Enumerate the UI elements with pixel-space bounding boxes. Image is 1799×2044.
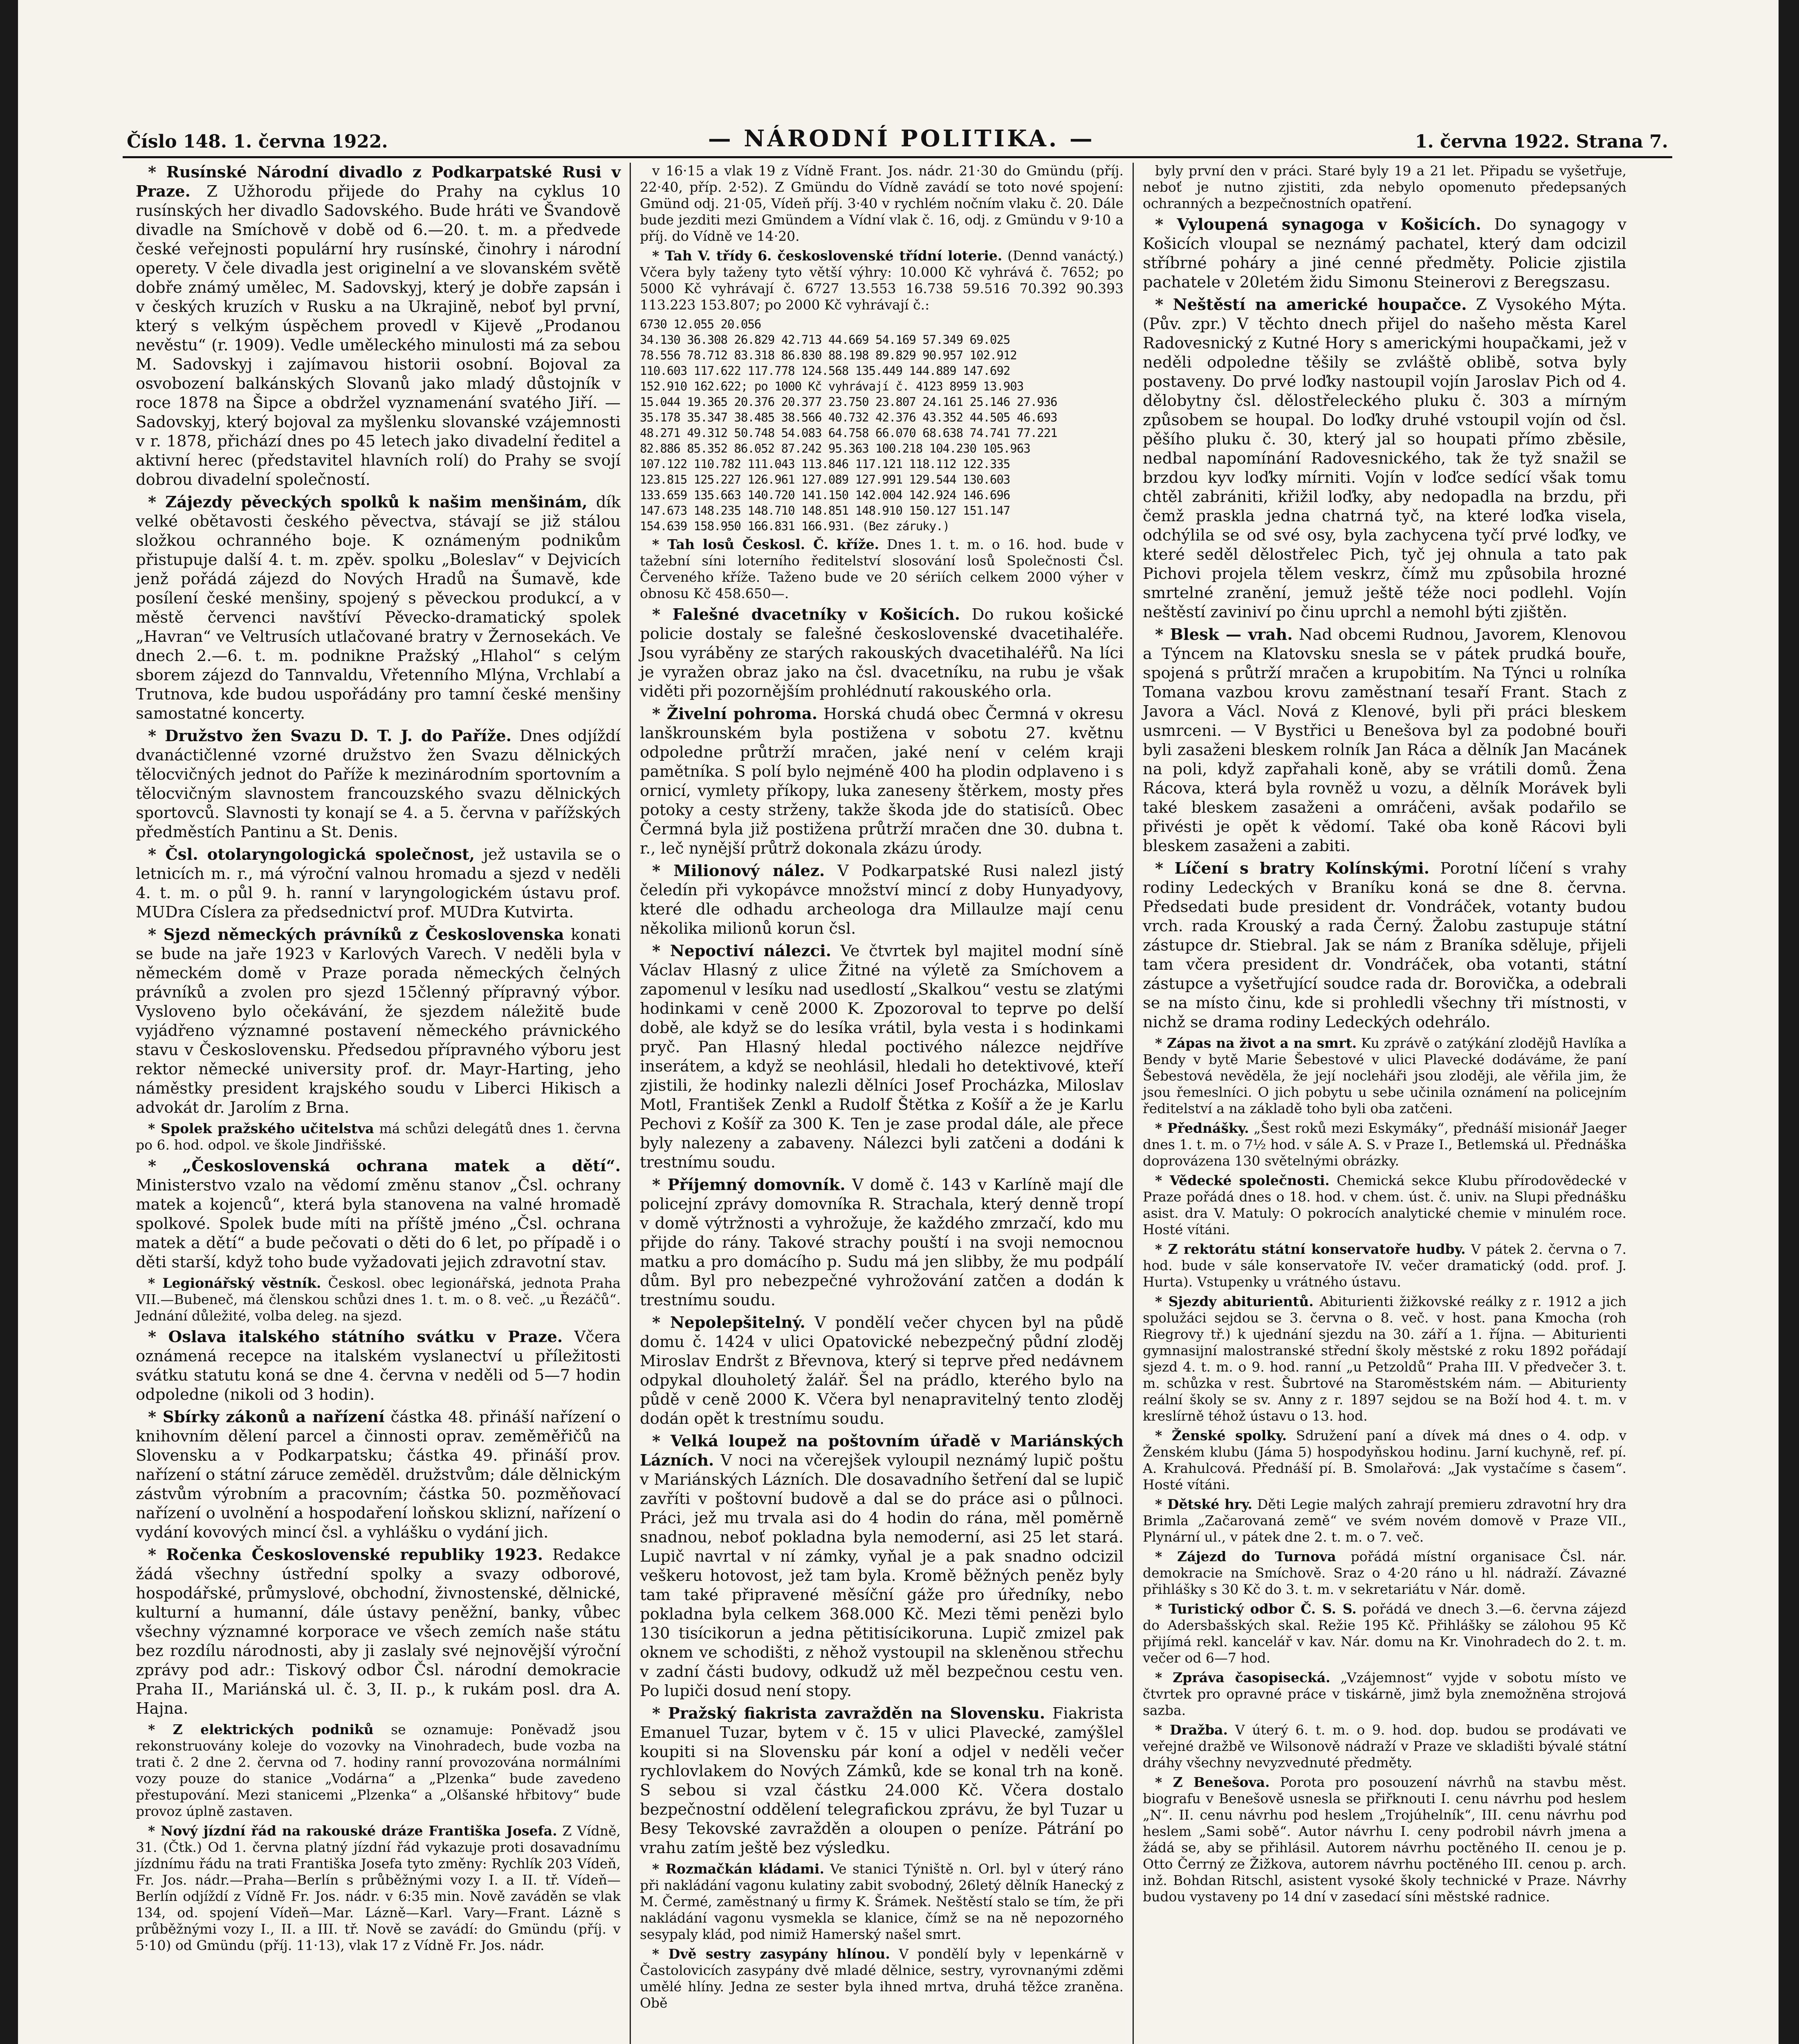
article-body: Českosl. obec legionářská, jednota Praha VII.—Bubeneč, má členskou schůzi dnes 1. t. m. o 8. več. „u Řezáčů“. Jednání důležité, volba deleg. na sjezd. bbox=[136, 1275, 621, 1324]
article bbox=[136, 1156, 621, 1272]
article bbox=[640, 1704, 1124, 1858]
article-body: pořádá ve dnech 3.—6. června zájezd do Adersbašských skal. Režie 195 Kč. Přihlášky se zálohou 95 Kč přijímá rekl. kancelář v kav. Nár. domu na Kr. Vinohradech do 2. t. m. večer od 6—7 hod. bbox=[1143, 1601, 1626, 1666]
article-headline: * Nepoctiví nálezci. bbox=[652, 942, 832, 960]
column-3 bbox=[1133, 163, 1635, 2044]
article-headline: * Dražba. bbox=[1155, 1722, 1228, 1738]
lottery-line: 147.673 148.235 148.710 148.851 148.910 150.127 151.147 bbox=[640, 504, 1010, 518]
article-headline: * Turistický odbor Č. S. S. bbox=[1155, 1601, 1357, 1617]
article-body: Dnes odjíždí dvanáctičlenné vzorné družstvo žen Svazu dělnických tělocvičných jednot do Paříže k mezinárodním sportovním a tělocvičným slavnostem francouzského svazu dělnických sportovců. Slavnosti ty konají se 4. a 5. června v pařížských předměstích Pantinu a St. Denis. bbox=[136, 727, 621, 841]
masthead: — NÁRODNÍ POLITIKA. — bbox=[708, 125, 1095, 152]
article bbox=[640, 1432, 1124, 1701]
article bbox=[640, 1313, 1124, 1428]
article bbox=[640, 1861, 1124, 1943]
article-headline: * Přednášky. bbox=[1155, 1120, 1249, 1136]
lottery-line: 35.178 35.347 38.485 38.566 40.732 42.376 43.352 44.505 46.693 bbox=[640, 410, 1057, 424]
lottery-line: 48.271 49.312 50.748 54.083 64.758 66.070 68.638 74.741 77.221 bbox=[640, 426, 1057, 440]
article-headline: * Zájezdy pěveckých spolků k našim menšinám, bbox=[148, 493, 588, 511]
article-headline: * Blesk — vrah. bbox=[1155, 625, 1293, 644]
article-headline: * Líčení s bratry Kolínskými. bbox=[1155, 859, 1430, 878]
article bbox=[136, 1823, 621, 1954]
article-body: „Šest roků mezi Eskymáky“, přednáší misionář Jaeger dnes 1. t. m. o 7½ hod. v sále A. S. v Praze I., Betlemská ul. Přednáška doprovázena 130 světelnými obrázky. bbox=[1143, 1120, 1626, 1169]
article-body: Abiturienti žižkovské reálky z r. 1912 a jich spolužáci sejdou se 3. června o 8. več. v host. pana Kmocha (roh Riegrovy tř.) k ujednání sjezdu na 30. září a 1. října. — Abiturienti gymnasijní malostranské střední školy městské z roku 1892 pořádají sjezd 4. t. m. o 9. hod. ranní „u Petzoldů“ Praha III. V předvečer 3. t. m. schůzka v rest. Šubrtové na Staroměstském nám. — Abiturienty reální školy se sv. Anny z r. 1897 sejdou se na Boží hod 4. t. m. v kreslírně téhož ústavu o 13. hod. bbox=[1143, 1293, 1626, 1424]
scan-edge-left bbox=[0, 0, 18, 2044]
article bbox=[1143, 1293, 1626, 1424]
article bbox=[640, 605, 1124, 701]
article bbox=[136, 1721, 621, 1820]
article-body: Z Užhorodu přijede do Prahy na cyklus 10 rusínských her divadlo Sadovského. Bude hráti ve Švandově divadle na Smíchově v době od 6.—20. t. m. a předvede české veřejnosti populární hry rusínské, činohry i národní operety. V čele divadla jest originelní a ve slovanském světě dobře známý umělec, M. Sadovskyj, který je dobře zapsán i v českých kruzích v Rusku a na Ukrajině, neboť byl první, který s velkým úspěchem provedl v Kijevě „Prodanou nevěstu“ (r. 1909). Vedle uměleckého minulosti má za sebou M. Sadovskyj i zajímavou historii osobní. Bojoval za osvobození balkánských Slovanů jako mladý důstojník v roce 1878 na Šipce a obdržel vyznamenání svatého Jiří. — Sadovskyj, který bojoval za myšlenku slovanské vzájemnosti v r. 1878, přichází dnes po 45 letech jako divadelní ředitel a aktivní herec (představitel hlavních rolí) do Prahy se svojí dobrou divadelní společností. bbox=[136, 182, 621, 489]
date-and-page: 1. června 1922. Strana 7. bbox=[1415, 131, 1668, 152]
column-1 bbox=[127, 163, 630, 2044]
lottery-line: 78.556 78.712 83.318 86.830 88.198 89.829 90.957 102.912 bbox=[640, 348, 1017, 362]
article-headline: * Nový jízdní řád na rakouské dráze Františka Josefa. bbox=[148, 1823, 557, 1839]
lottery-line: 133.659 135.663 140.720 141.150 142.004 142.924 146.696 bbox=[640, 488, 1010, 502]
article-headline: * Pražský fiakrista zavražděn na Slovensku. bbox=[652, 1704, 1045, 1723]
article bbox=[136, 493, 621, 723]
article-body: Včera oznámená recepce na italském vyslanectví u příležitosti svátku statutu koná se dne 4. června v neděli od 5—7 hodin odpoledne (nikoli od 3 hodin). bbox=[136, 1328, 621, 1404]
article-headline: * Ženské spolky. bbox=[1155, 1428, 1287, 1443]
article bbox=[1143, 1774, 1626, 1905]
article-body: má schůzi delegátů dnes 1. června po 6. hod. odpol. ve škole Jindřišské. bbox=[136, 1121, 621, 1153]
issue-number: Číslo 148. 1. června 1922. bbox=[127, 131, 388, 152]
article bbox=[136, 925, 621, 1117]
article-headline: * Tah losů Českosl. Č. kříže. bbox=[652, 536, 879, 552]
article-body: V Podkarpatské Rusi nalezl jistý čeledín při vykopávce množství mincí z doby Hunyadyovy, které dle odhadu archeologa dra Millaulze mají cenu několika milionů korun čsl. bbox=[640, 862, 1124, 938]
article-headline: * Družstvo žen Svazu D. T. J. do Paříže. bbox=[148, 727, 511, 745]
article-body: Do synagogy v Košicích vloupal se neznámý pachatel, který dam odcizil stříbrné poháry a jiné cenné předměty. Policie zjistila pachatele v 20letém židu Simonu Steinerovi z Beregszasu. bbox=[1143, 215, 1626, 291]
lottery-line: 110.603 117.622 117.778 124.568 135.449 144.889 147.692 bbox=[640, 364, 1010, 378]
article bbox=[1143, 859, 1626, 1032]
article-headline: * Čsl. otolaryngologická společnost, bbox=[148, 845, 475, 864]
article-body: Fiakrista Emanuel Tuzar, bytem v č. 15 v ulici Plavecké, zamýšlel koupiti si na Slovensku pár koní a odjel v neděli večer rychlovlakem do Nových Zámků, kde se konal trh na koně. S sebou si vzal částku 24.000 Kč. Včera dostalo bezpečnostní oddělení telegrafickou zprávu, že byl Tuzar u Besy Tekovské zavražděn a oloupen o peníze. Pátrání po vrahu zatím ještě bez výsledku. bbox=[640, 1704, 1124, 1857]
article-headline: * Zpráva časopisecká. bbox=[1155, 1670, 1330, 1685]
article-headline: * Nepolepšitelný. bbox=[652, 1313, 805, 1332]
lottery-line: 15.044 19.365 20.376 20.377 23.750 23.807 24.161 25.146 27.936 bbox=[640, 395, 1057, 409]
article-body: Z Vysokého Mýta. (Pův. zpr.) V těchto dnech přijel do našeho města Karel Radovesnický z Kutné Hory s americkými houpačkami, jež v neděli odpoledne těšily se zvláště oblibě, sotva byly postaveny. Do prvé loďky nastoupil vojín Jaroslav Pich od 4. dělobytny čsl. dělostřeleckého pluku č. 303 a mírným způsobem se houpal. Do loďky druhé vstoupil vojín od čsl. pěšího pluku č. 30, který jal so houpati přímo zběsile, nedbal napomínání Radovesnického, tak že tyž snažil se brzdou kyv loďky mírniti. Vojín v loďce sedící však tomu chtěl zabrániti, křižil loďky, aby nedopadla na brzdu, při čemž praskla jedna chatrná tyč, na které loďka visela, odchýlila se od své osy, byla zachycena tyčí prvé loďky, ve které seděl dělostřelec Pich, tyč jej ohnula a tato pak Pichovi projela tělem veskrz, čímž mu způsobila hrozné smrtelné zranění, jemuž ještě téže noci podlehl. Vojín neštěstí zaviniví po činu uprchl a nemohl býti zjištěn. bbox=[1143, 296, 1627, 621]
article-body: Porota pro posouzení návrhů na stavbu měst. biografu v Benešově usnesla se přiřknouti I. cenu návrhu pod heslem „N“. II. cenu návrhu pod heslem „Trojúhelník“, III. cenu návrhu pod heslem „Sami sobě“. Autor návrhu I. ceny podrobil návrh jmena a žádá se, aby se přihlásil. Autorem návrhu poctěného II. cenou je p. Otto Čerrný ze Žižkova, autorem návrhu poctěného III. cenou p. arch. inž. Bohdan Ritschl, asistent vysoké školy technické v Praze. Návrhy budou vystaveny po 14 dní v zasedací síni městské radnice. bbox=[1143, 1774, 1626, 1905]
article-headline: * Legionářský věstník. bbox=[148, 1275, 321, 1291]
lottery-line: 123.815 125.227 126.961 127.089 127.991 129.544 130.603 bbox=[640, 473, 1010, 486]
article-headline: * Ročenka Československé republiky 1923. bbox=[148, 1546, 543, 1564]
scan-edge-right bbox=[1779, 0, 1799, 2044]
article bbox=[1143, 1670, 1626, 1719]
article bbox=[136, 1275, 621, 1324]
article-body: v 16·15 a vlak 19 z Vídně Frant. Jos. nádr. 21·30 do Gmündu (příj. 22·40, příp. 2·52). Z Gmündu do Vídně zavádí se toto nové spojení: Gmünd odj. 21·05, Vídeň příj. 3·40 v rychlém nočním vlaku č. 20. Dále bude jezditi mezi Gmündem a Vídní vlak č. 16, odj. z Gmündu v 9·10 a příj. do Vídně ve 14·20. bbox=[640, 163, 1124, 244]
article-headline: * Sjezdy abiturientů. bbox=[1155, 1293, 1314, 1309]
article-headline: * Příjemný domovník. bbox=[652, 1176, 846, 1194]
article bbox=[1143, 1496, 1626, 1545]
article-body: pořádá místní organisace Čsl. nár. demokracie na Smíchově. Sraz o 4·20 ráno u hl. nádraží. Závazné přihlášky s 30 Kč do 3. t. m. v sekretariátu v Nár. domě. bbox=[1143, 1549, 1626, 1597]
lottery-line: 82.886 85.352 86.052 87.242 95.363 100.218 104.230 105.963 bbox=[640, 442, 1030, 455]
article bbox=[640, 536, 1124, 602]
article bbox=[136, 163, 621, 489]
article bbox=[1143, 1035, 1626, 1117]
article-body: Nad obcemi Rudnou, Javorem, Klenovou a Týncem na Klatovsku snesla se v pátek prudká bouře, spojená s průtrží mračen a krupobitím. Na Týnci u rolníka Tomana vazbou krovu zaměstnaní tesaří Frant. Stach z Javora a Václ. Nová z Klenové, byli při práci bleskem usmrceni. — V Bystřici u Benešova byl za podobné bouři byli zasaženi bleskem rolník Jan Rácа a dělník Jan Macánek na poli, když zapřahali koně, aby se vrátili domů. Žena Rácova, která byla rovněž u vozu, a dělník Morávek byli také bleskem zasaženi a omráčeni, avšak podařilo se přivésti je opět k vědomí. Také oba koně Rácovi byli bleskem zasaženi a zabiti. bbox=[1143, 625, 1626, 855]
header-rule bbox=[123, 156, 1672, 158]
lottery-line: 34.130 36.308 26.829 42.713 44.669 54.169 57.349 69.025 bbox=[640, 333, 1010, 347]
article-headline: * Tah V. třídy 6. československé třídní loterie. bbox=[652, 248, 1003, 264]
lottery-line: 152.910 162.622; po 1000 Kč vyhrávají č. 4123 8959 13.903 bbox=[640, 379, 1024, 393]
article bbox=[640, 704, 1124, 858]
article-body: „Vzájemnost“ vyjde v sobotu místo ve čtvrtek pro opravné práce v tiskárně, jimž byla znemožněna strojová sazba. bbox=[1143, 1670, 1626, 1718]
article-headline: * Vědecké společnosti. bbox=[1155, 1172, 1330, 1188]
article bbox=[1143, 215, 1626, 292]
article-headline: * Z rektorátu státní konservatoře hudby. bbox=[1155, 1241, 1466, 1257]
article-body: V pátek 2. června o 7. hod. bude v sále konservatoře IV. večer dramatický (odd. prof. J. Hurta). Vstupenky u vrátného ústavu. bbox=[1143, 1241, 1626, 1290]
article bbox=[640, 861, 1124, 938]
article bbox=[136, 1407, 621, 1542]
article-body: jež ustavila se o letnicích m. r., má výroční valnou hromadu a sjezd v neděli 4. t. m. o půl 9. h. ranní v laryngologickém ústavu prof. MUDra Císlera za předsednictví prof. MUDra Kutvirta. bbox=[136, 845, 621, 921]
article-body: Ve čtvrtek byl majitel modní síně Václav Hlasný z ulice Žitné na výletě za Smíchovem a zapomenul v lesíku nad usedlostí „Skalkou“ vestu se zlatými hodinkami v ceně 2000 K. Zpozoroval to teprve po delší době, ale když se do lesíka vrátil, byla vesta i s hodinkami pryč. Pan Hlasný hledal poctivého nálezce nejdříve inserátem, a když se neohlásil, hledali ho detektivové, kteří zjistili, že hodinky nalezli dělníci Josef Procházka, Miloslav Motl, František Zenkl a Rudolf Štětka z Košíř a že je Karlu Pechovi z Košíř za 300 K. Ten je zase prodal dále, ale přece byly nalezeny a zabaveny. Nálezci byli zatčeni a dodáni k trestnímu soudu. bbox=[640, 942, 1124, 1172]
article-body: částka 48. přináší nařízení o knihovním dělení parcel a činnosti oprav. zeměměřičů na Slovensku a v Podkarpatsku; částka 49. přináší prov. nařízení o státní záruce zeměděl. družstvům; dále dělnickým zástvům výrobním a pracovním; částka 50. pozměňovací nařízení o uvolnění a hospodaření loňskou sklizní, nařízení o vydání kovových mincí čsl. a vyhlášku o vydání jich. bbox=[136, 1408, 621, 1542]
article-body: konati se bude na jaře 1923 v Karlových Varech. V neděli byla v německém domě v Praze porada německých čelných právníků a zvolen pro sjezd 15členný přípravný výbor. Vysloveno bylo očekávání, že sjezdem náležitě bude vyjádřeno významné postavení německého právnického stavu v Československu. Předsedou přípravného výboru jest rektor německé university prof. dr. Mayr-Harting, jeho náměstky president krajského soudu v Liberci Hikisch a advokát dr. Jarolím z Brna. bbox=[136, 926, 621, 1117]
article-body: V domě č. 143 v Karlíně mají dle policejní zprávy domovníka R. Strachala, který denně tropí v domě výtržnosti a vyhrožuje, že každého zmrzačí, kdo mu přijde do rány. Takové strachy pouští i na svoji nemocnou matku a pro domácího p. Sudu má jen slibby, že mu podpálí dům. Byl pro nebezpečné vyhrožování zatčen a dodán k trestnímu soudu. bbox=[640, 1176, 1124, 1309]
article-body: V pondělí večer chycen byl na půdě domu č. 1424 v ulici Opatovické nebezpečný půdní zloděj Miroslav Endršt z Břevnova, který si teprve před nedávnem odpykal dlouholetý žalář. Šel na prádlo, kterého bylo na půdě v ceně 2000 K. Včera byl nenapravitelný tento zloděj dodán opět k trestnímu soudu. bbox=[640, 1313, 1124, 1428]
article-headline: * Dvě sestry zasypány hlínou. bbox=[652, 1946, 890, 1962]
article-headline: * Sjezd německých právníků z Československa bbox=[148, 926, 564, 944]
article-body: byly první den v práci. Staré byly 19 a 21 let. Připadu se vyšetřuje, neboť je nutno zjistiti, zda nebylo opomenuto předepsaných ochranných a bezpečnostních opatření. bbox=[1143, 163, 1626, 211]
article-headline: * Milionový nález. bbox=[652, 862, 825, 880]
article-headline: * Dětské hry. bbox=[1155, 1496, 1253, 1512]
article-body: Chemická sekce Klubu přírodovědecké v Praze pořádá dnes o 18. hod. v chem. úst. č. univ. na Slupi přednášku asist. dra V. Matuly: O pokrocích analytické chemie v minulém roce. Hosté vítáni. bbox=[1143, 1172, 1626, 1237]
article-body: Horská chudá obec Čermná v okresu lanškrounském byla postižena v sobotu 27. květnu odpoledne průtrží mračen, jaké není v celém kraji pamětníka. S polí bylo nejméně 400 ha plodin odplaveno i s ornicí, vymlety příkopy, luka zaneseny štěrkem, mosty přes potoky a cesty strženy, takže škoda jde do statisíců. Obec Čermná byla již postižena průtrží mračen dne 30. dubna t. r., leč nynější průtrž dokonala zkázu úrody. bbox=[640, 705, 1124, 858]
article-body: Dnes 1. t. m. o 16. hod. bude v tažební síni loterního ředitelství slosování losů Společnosti Čsl. Červeného kříže. Taženo bude ve 20 sériích celkem 2000 výher v obnosu Kč 458.650—. bbox=[640, 536, 1124, 601]
article bbox=[1143, 295, 1626, 622]
article bbox=[136, 1545, 621, 1718]
article-body: Do rukou košické policie dostaly se falešné československé dvacetihaléře. Jsou vyráběny ze starých rakouských dvacetihaléřů. Na líci je vyražen obraz jako na čsl. dvacetníku, na rubu je však viděti při pozornějším prohlédnutí rakouského orla. bbox=[640, 605, 1124, 701]
article-body: Ministerstvo vzalo na vědomí změnu stanov „Čsl. ochrany matek a kojenců“, která byla stanovena na valné hromadě spolkové. Spolek bude míti na příště jméno „Čsl. ochrana matek a dětí“ a bude pečovati o děti do 6 let, po případě i o děti starší, když toho bude vyžadovati jejich zdravotní stav. bbox=[136, 1176, 621, 1271]
article-headline: * Oslava italského státního svátku v Praze. bbox=[148, 1328, 563, 1346]
article-headline: * Neštěstí na americké houpačce. bbox=[1155, 296, 1467, 314]
article-body: Redakce žádá všechny ústřední spolky a svazy odborové, hospodářské, průmyslové, obchodní, živnostenské, dělnické, kulturní a humanní, dále ústavy peněžní, banky, vůbec všechny významné korporace ve všech zemích naše státu bez rozdílu národnosti, aby ji zaslaly své nejnovější výroční zprávy pod adr.: Tiskový odbor Čsl. národní demokracie Praha II., Mariánská ul. č. 3, II. p., k rukám posl. dra A. Hajna. bbox=[136, 1546, 621, 1718]
article-headline: * Živelní pohroma. bbox=[652, 705, 818, 723]
lottery-results-table bbox=[640, 316, 1124, 534]
article bbox=[1143, 1241, 1626, 1290]
article bbox=[1143, 1428, 1626, 1493]
article-headline: * „Československá ochrana matek a dětí“. bbox=[148, 1157, 621, 1175]
article-body: Porotní líčení s vrahy rodiny Ledeckých v Braníku koná se dne 8. června. Předsedati bude president dr. Vondráček, votanty budou vrch. rada Krouský a rada Černý. Žalobu zastupuje státní zástupce dr. Stiebral. Jak se nám z Braníka sděluje, přijeli tam včera president dr. Vondráček, oba votanti, státní zástupce a vyšetřující soudce rada dr. Borovička, a odebrali se na místo činu, kde si prohledli všechny tři místnosti, v nichž se drama rodiny Ledeckých odehrálo. bbox=[1143, 859, 1626, 1031]
article-body: V noci na včerejšek vyloupil neznámý lupič poštu v Mariánských Lázních. Dle dosavadního šetření dal se lupič zavříti v poštovní budově a dal se do práce asi o půlnoci. Práci, jež mu trvala asi do 4 hodin do rána, měl poměrně snadnou, neboť pokladna byla nemoderní, asi 25 let stará. Lupič navrtal v ní zámky, vyňal je a pak snadno odcizil veškeru hotovost, jež tam byla. Kromě běžných peněz byly tam také připravené měsíční gáže pro úředníky, nebo pokladna byla celkem 368.000 Kč. Mezi těmi penězi bylo 130 tisícikorun a jedna pětitisícikoruna. Lupič zmizel pak oknem ve schodišti, z něhož vystoupil na skleněnou střechu v zadní části budovy, odkudž už měl bezpečnou cestu ven. Po lupiči dosud není stopy. bbox=[640, 1451, 1124, 1700]
article-body: se oznamuje: Poněvadž jsou rekonstruovány koleje do vozovky na Vinohradech, bude vozba na trati č. 2 dne 2. června od 7. hodiny ranní provozována normálními vozy pouze do stanice „Vodárna“ a „Plzenka“ bude zavedeno přestupování. Mezi stanicemi „Plzenka“ a „Olšanské hřbitovy“ bude provoz úplně zastaven. bbox=[136, 1721, 621, 1819]
lottery-line: 154.639 158.950 166.831 166.931. (Bez záruky.) bbox=[640, 519, 950, 533]
article-body: Sdružení paní a dívek má dnes o 4. odp. v Ženském klubu (Jáma 5) hospodyňskou hodinu. Jarní kuchyně, ref. pí. A. Krahulcová. Přednáší pí. B. Smolařová: „Jak vystačíme s časem“. Hosté vítáni. bbox=[1143, 1428, 1626, 1493]
article bbox=[1143, 1549, 1626, 1598]
article bbox=[136, 726, 621, 842]
article-body: dík velké obětavosti českého pěvectva, stávají se již stálou složkou ochranného boje. K oznámeným podnikům přistupuje další 4. t. m. zpěv. spolku „Boleslav“ v Dejvicích jenž pořádá zájezd do Nových Hradů na Šumavě, kde posílení české menšiny, spojený s pěveckou produkcí, a v městě červenci navštíví Pěvecko-dramatický spolek „Havran“ ve Veltrusích utlačované bratry v Žernosekách. Ve dnech 2.—6. t. m. podnikne Pražský „Hlahol“ s celým sborem zájezd do Tannvaldu, Vřetenního Mlýna, Vrchlabí a Trutnova, kde budou uspořádány pro tamní české menšiny samostatné koncerty. bbox=[136, 493, 621, 723]
article-headline: * Sbírky zákonů a nařízení bbox=[148, 1408, 385, 1426]
article-body: Ku zprávě o zatýkání zlodějů Havlíka a Bendy v bytě Marie Šebestové v ulici Plavecké dodáváme, že paní Šebestová nevěděla, že její nocleháři jsou zloději, ale věřila jim, že jsou řemeslníci. O jich pobytu u sebe učinila oznámení na policejním ředitelství a na základě toho byli oba zatčeni. bbox=[1143, 1035, 1626, 1116]
article-body: Děti Legie malých zahrají premieru zdravotní hry dra Brimla „Začarovaná země“ ve svém novém domově v Praze VII., Plynární ul., v pátek dne 2. t. m. o 7. več. bbox=[1143, 1496, 1626, 1545]
article-headline: * Vyloupená synagoga v Košicích. bbox=[1155, 215, 1481, 234]
page-header bbox=[127, 123, 1668, 152]
article bbox=[640, 941, 1124, 1172]
article-headline: * Rozmačkán kládami. bbox=[652, 1861, 824, 1877]
article bbox=[136, 1121, 621, 1153]
article bbox=[640, 1175, 1124, 1310]
article bbox=[1143, 1601, 1626, 1666]
article bbox=[136, 845, 621, 922]
article-body: V pondělí byly v lepenkárně v Častolovicích zasypány dvě mladé dělnice, sestry, vyrovnanými zděmi umělé hlíny. Jedna ze sester byla ihned mrtva, druhá těžce zraněna. Obě bbox=[640, 1946, 1124, 2011]
article bbox=[640, 163, 1124, 244]
article bbox=[1143, 1172, 1626, 1238]
article bbox=[640, 248, 1124, 313]
lottery-line: 6730 12.055 20.056 bbox=[640, 317, 761, 331]
article-headline: * Rusínské Národní divadlo z Podkarpatské Rusi v Praze. bbox=[136, 163, 621, 201]
article bbox=[1143, 163, 1626, 212]
article-body: V úterý 6. t. m. o 9. hod. dop. budou se prodávati ve veřejné dražbě ve Wilsonově nádraží v Praze ve skladišti bývalé státní dráhy všechny nevyzvednuté předměty. bbox=[1143, 1722, 1626, 1771]
article-columns bbox=[127, 163, 1670, 2044]
article bbox=[640, 1946, 1124, 2011]
article-body: Z Vídně, 31. (Čtk.) Od 1. června platný jízdní řád vykazuje proti dosavadnímu jízdnímu řádu na trati Františka Josefa tyto změny: Rychlík 203 Vídeň, Fr. Jos. nádr.—Praha—Berlín s průběžnými vozy I. a II. tř. Vídeň—Berlín odjíždí z Vídně Fr. Jos. nádr. v 6:35 min. Nově zaváděn se vlak 134, od. spojení Vídeň—Mar. Lázně—Karl. Vary—Frant. Lázně s průběžnými vozy I., II. a III. tř. Nově se zavádí: do Gmündu (příj. v 5·10) od Gmündu (příj. 11·13), vlak 17 z Vídně Fr. Jos. nádr. bbox=[136, 1823, 621, 1953]
article-headline: * Velká loupež na poštovním úřadě v Mariánských Lázních. bbox=[640, 1432, 1124, 1470]
article-headline: * Zájezd do Turnova bbox=[1155, 1549, 1336, 1564]
article bbox=[1143, 1120, 1626, 1169]
article-headline: * Z elektrických podniků bbox=[148, 1721, 374, 1737]
article-body: (Dennd vanáctý.) Včera byly taženy tyto větší výhry: 10.000 Kč vyhrává č. 7652; po 5000 Kč vyhrávají č. 6727 13.553 16.738 59.516 70.392 90.393 113.223 153.807; po 2000 Kč vyhrávají č.: bbox=[640, 248, 1124, 313]
article-headline: * Falešné dvacetníky v Košicích. bbox=[652, 605, 960, 624]
lottery-line: 107.122 110.782 111.043 113.846 117.121 118.112 122.335 bbox=[640, 457, 1010, 471]
article-headline: * Z Benešova. bbox=[1155, 1774, 1270, 1790]
article bbox=[1143, 625, 1626, 856]
article bbox=[136, 1327, 621, 1404]
article-headline: * Zápas na život a na smrt. bbox=[1155, 1035, 1357, 1051]
column-2 bbox=[630, 163, 1133, 2044]
article-headline: * Spolek pražského učitelstva bbox=[148, 1121, 374, 1136]
article bbox=[1143, 1722, 1626, 1771]
article-body: Ve stanici Týniště n. Orl. byl v úterý ráno při nakládání vagonu kulatiny zabit svobodný, 26letý dělník Hanecký z M. Čermé, zaměstnaný u firmy K. Šrámek. Neštěstí stalo se tím, že při nakládání vagonu vysmekla se klanice, čímž se na ně nepozorného sesypaly klád, pod nimiž Hamerský našel smrt. bbox=[640, 1861, 1124, 1942]
